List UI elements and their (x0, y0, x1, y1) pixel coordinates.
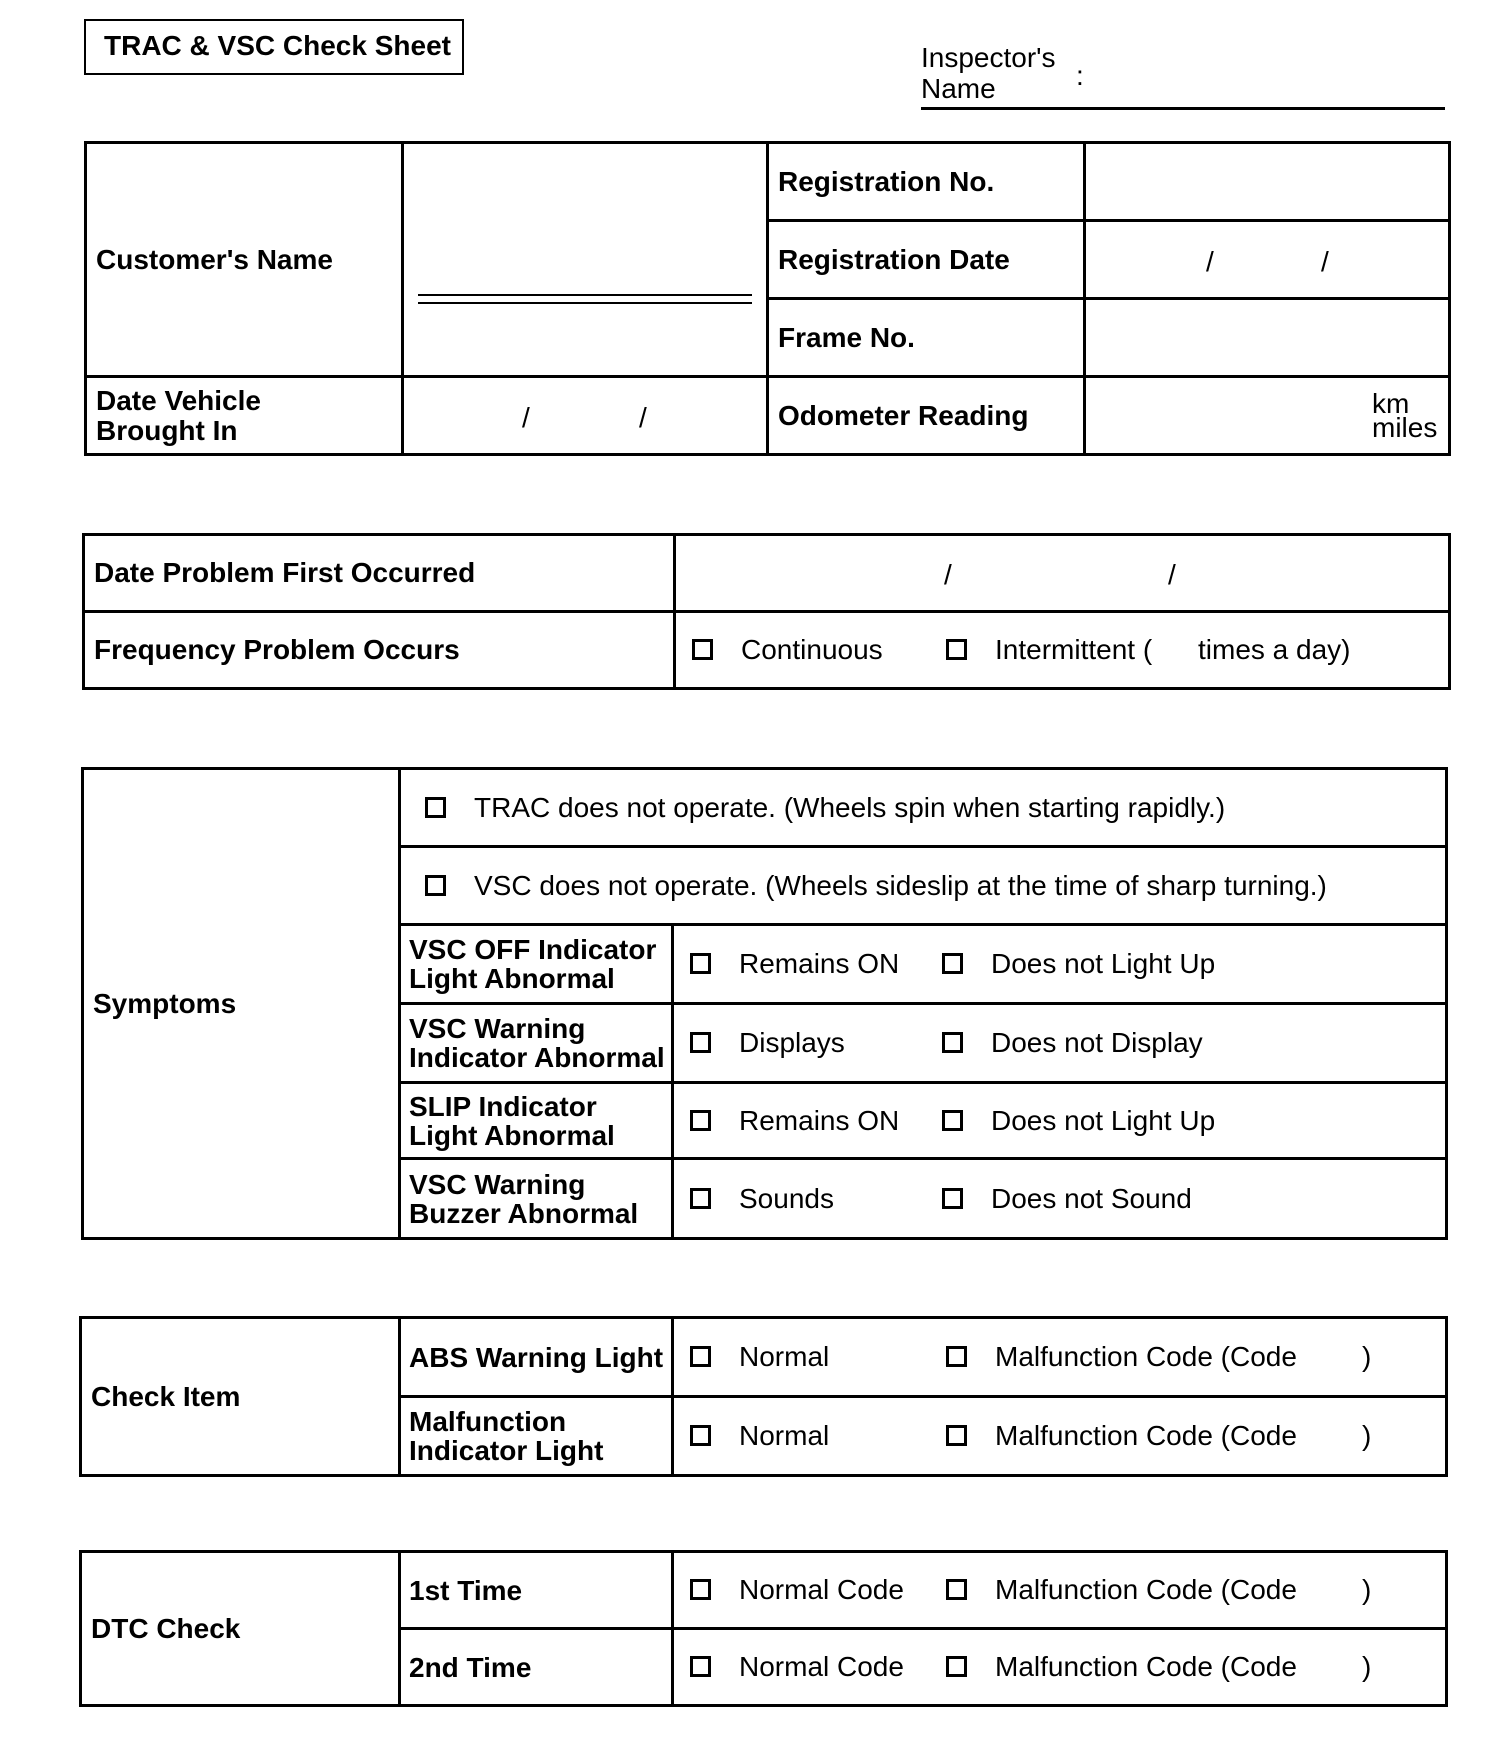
checkbox-icon[interactable] (690, 953, 711, 974)
dtc-row-label: 1st Time (400, 1552, 673, 1629)
date-separator: / (1321, 245, 1329, 277)
page-title: TRAC & VSC Check Sheet (84, 19, 464, 75)
checkbox-icon[interactable] (946, 1579, 967, 1600)
inspector-name-label: Inspector's Name (921, 42, 1056, 104)
frame-no-label: Frame No. (768, 299, 1085, 377)
option[interactable]: Malfunction Code (Code (946, 1574, 1297, 1606)
symptom-row-label: VSC Warning Indicator Abnormal (400, 1004, 673, 1083)
option[interactable]: Does not Sound (942, 1183, 1192, 1215)
checkbox-icon[interactable] (942, 953, 963, 974)
option[interactable]: Does not Display (942, 1027, 1203, 1059)
odometer-field[interactable] (1085, 377, 1450, 455)
checkbox-icon[interactable] (690, 1188, 711, 1209)
check-item-row-options (673, 1318, 1447, 1397)
option[interactable]: Remains ON (690, 948, 899, 980)
dtc-row-options (673, 1629, 1447, 1706)
symptoms-label: Symptoms (83, 769, 400, 1239)
customer-name-label: Customer's Name (86, 143, 403, 377)
frequency-label: Frequency Problem Occurs (84, 612, 675, 689)
checkbox-icon[interactable] (690, 1032, 711, 1053)
date-first-occurred-label: Date Problem First Occurred (84, 535, 675, 612)
customer-name-field[interactable] (403, 143, 768, 377)
date-separator: / (1206, 245, 1214, 277)
option[interactable]: Normal Code (690, 1574, 904, 1606)
option[interactable]: Does not Light Up (942, 948, 1215, 980)
date-brought-in-label: Date Vehicle Brought In (86, 377, 403, 455)
checkbox-icon[interactable] (690, 1579, 711, 1600)
dtc-row-options (673, 1552, 1447, 1629)
checkbox-icon[interactable] (690, 1346, 711, 1367)
unit-km: km (1372, 387, 1410, 419)
vsc-symptom-option[interactable]: VSC does not operate. (Wheels sideslip at the time of sharp turning.) (400, 847, 1447, 925)
dtc-check-table (79, 1550, 1448, 1707)
check-item-row-label: ABS Warning Light (400, 1318, 673, 1397)
dtc-check-label: DTC Check (81, 1552, 400, 1706)
trac-symptom-option[interactable]: TRAC does not operate. (Wheels spin when starting rapidly.) (400, 769, 1447, 847)
problem-table (82, 533, 1451, 690)
dtc-row-label: 2nd Time (400, 1629, 673, 1706)
option[interactable]: Sounds (690, 1183, 834, 1215)
continuous-option[interactable]: Continuous (692, 634, 883, 666)
inspector-name-field[interactable] (921, 42, 1445, 110)
checkbox-icon[interactable] (942, 1110, 963, 1131)
date-separator: / (1168, 559, 1176, 590)
check-item-row-label: Malfunction Indicator Light (400, 1397, 673, 1476)
date-separator: / (639, 401, 647, 433)
option[interactable]: Normal (690, 1420, 829, 1452)
odometer-label: Odometer Reading (768, 377, 1085, 455)
checkbox-icon[interactable] (942, 1032, 963, 1053)
symptom-row-options (673, 1159, 1447, 1239)
vehicle-info-table (84, 141, 1451, 456)
checkbox-icon[interactable] (946, 1346, 967, 1367)
checkbox-icon[interactable] (946, 1425, 967, 1446)
frequency-options (675, 612, 1450, 689)
unit-miles: miles (1372, 411, 1438, 443)
registration-date-field[interactable] (1085, 221, 1450, 299)
close-paren: ) (1362, 1651, 1372, 1682)
registration-no-label: Registration No. (768, 143, 1085, 221)
symptom-row-label: VSC Warning Buzzer Abnormal (400, 1159, 673, 1239)
symptom-row-label: SLIP Indicator Light Abnormal (400, 1083, 673, 1159)
symptom-row-label: VSC OFF Indicator Light Abnormal (400, 925, 673, 1004)
check-item-row-options (673, 1397, 1447, 1476)
option[interactable]: Malfunction Code (Code (946, 1420, 1297, 1452)
date-brought-in-field[interactable] (403, 377, 768, 455)
checkbox-icon[interactable] (946, 1656, 967, 1677)
date-first-occurred-field[interactable] (675, 535, 1450, 612)
frame-no-field[interactable] (1085, 299, 1450, 377)
times-a-day-label: times a day) (1198, 634, 1351, 665)
option[interactable]: Normal Code (690, 1651, 904, 1683)
option[interactable]: Malfunction Code (Code (946, 1341, 1297, 1373)
symptom-row-options (673, 1004, 1447, 1083)
checkbox-icon[interactable] (692, 639, 713, 660)
option[interactable]: Malfunction Code (Code (946, 1651, 1297, 1683)
registration-date-label: Registration Date (768, 221, 1085, 299)
checkbox-icon[interactable] (425, 797, 446, 818)
symptom-row-options (673, 1083, 1447, 1159)
checkbox-icon[interactable] (690, 1656, 711, 1677)
intermittent-option[interactable]: Intermittent ( (946, 634, 1152, 666)
close-paren: ) (1362, 1574, 1372, 1605)
close-paren: ) (1362, 1420, 1372, 1451)
option[interactable]: Remains ON (690, 1105, 899, 1137)
date-separator: / (522, 401, 530, 433)
date-separator: / (944, 559, 952, 590)
checkbox-icon[interactable] (690, 1425, 711, 1446)
customer-name-underline (418, 294, 752, 304)
checkbox-icon[interactable] (690, 1110, 711, 1131)
checkbox-icon[interactable] (425, 875, 446, 896)
option[interactable]: Does not Light Up (942, 1105, 1215, 1137)
checkbox-icon[interactable] (946, 639, 967, 660)
registration-no-field[interactable] (1085, 143, 1450, 221)
symptom-row-options (673, 925, 1447, 1004)
check-item-label: Check Item (81, 1318, 400, 1476)
option[interactable]: Normal (690, 1341, 829, 1373)
inspector-colon: : (1076, 60, 1084, 91)
check-item-table (79, 1316, 1448, 1477)
option[interactable]: Displays (690, 1027, 845, 1059)
close-paren: ) (1362, 1341, 1372, 1372)
symptoms-table (81, 767, 1448, 1240)
checkbox-icon[interactable] (942, 1188, 963, 1209)
